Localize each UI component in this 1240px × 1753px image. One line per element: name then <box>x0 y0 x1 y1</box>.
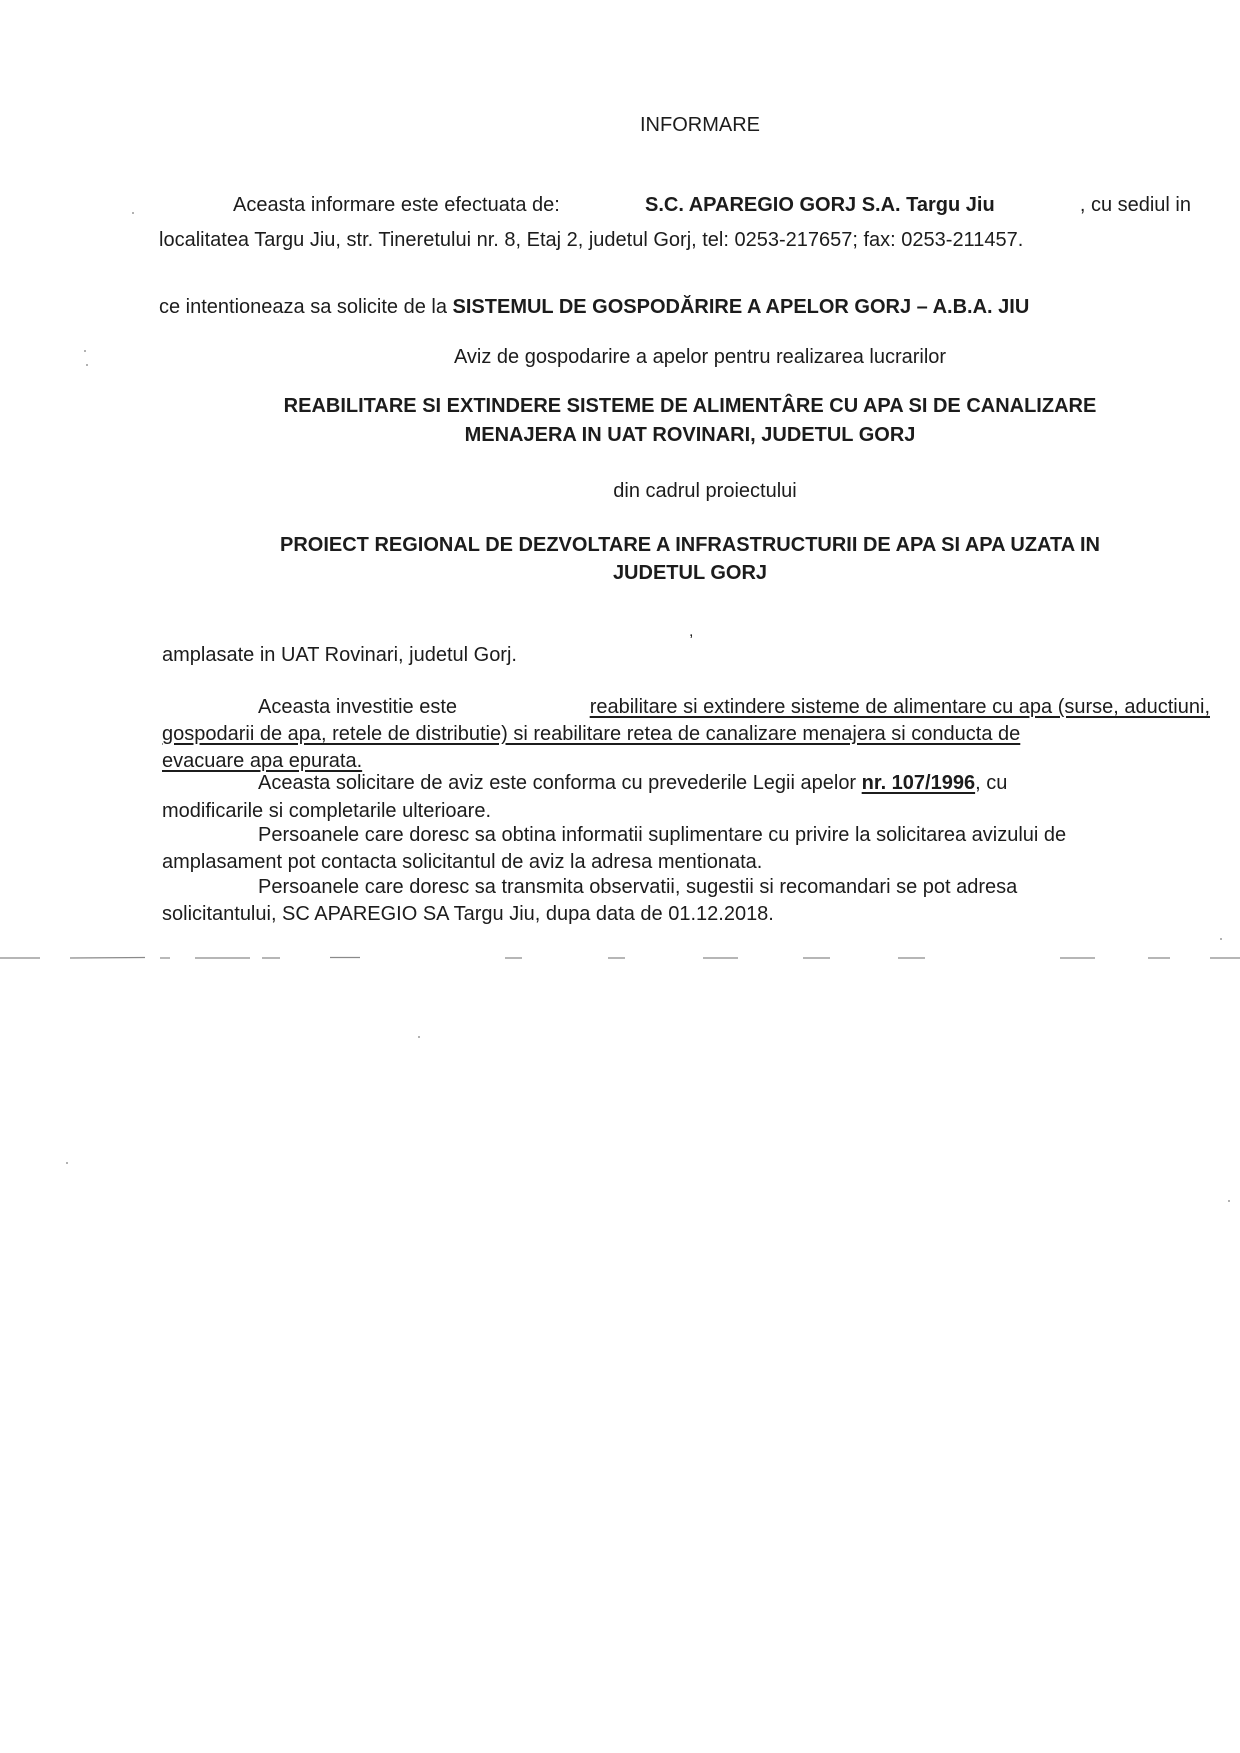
project-title-line-2: JUDETUL GORJ <box>612 562 768 584</box>
law-line-1 <box>258 771 1118 795</box>
info-line-1: Persoanele care doresc sa obtina informatii suplimentare cu privire la solicitarea avizului de <box>258 824 1067 846</box>
document-title: INFORMARE <box>640 114 760 136</box>
intro-line-1-end: , cu sediul in <box>1079 194 1191 216</box>
info-line-2: amplasament pot contacta solicitantul de aviz la adresa mentionata. <box>162 851 763 873</box>
scan-speck <box>66 1162 68 1164</box>
scan-speck <box>132 212 134 214</box>
project-intro: din cadrul proiectului <box>613 480 797 502</box>
request-line <box>159 295 1029 319</box>
law-line-2: modificarile si completarile ulterioare. <box>162 800 492 822</box>
location-line: amplasate in UAT Rovinari, judetul Gorj. <box>162 644 517 666</box>
law-prefix: Aceasta solicitare de aviz este conforma cu prevederile Legii apelor <box>258 772 857 794</box>
scan-speck <box>86 364 88 366</box>
scan-speck <box>1228 1200 1230 1202</box>
intro-line-1-start: Aceasta informare este efectuata de: <box>233 194 560 216</box>
investment-line-3: evacuare apa epurata. <box>162 750 363 772</box>
stray-comma-mark: , <box>689 623 694 640</box>
investment-description-2: gospodarii de apa, retele de distributie) si reabilitare retea de canalizare menajera si conducta de <box>162 723 1021 745</box>
observations-line-1: Persoanele care doresc sa transmita observatii, sugestii si recomandari se pot adresa <box>258 876 1018 898</box>
investment-line-1 <box>258 695 1210 719</box>
law-suffix: , cu <box>975 772 1008 794</box>
intro-line-2: localitatea Targu Jiu, str. Tineretului nr. 8, Etaj 2, judetul Gorj, tel: 0253-217657; fax: 0253-211457. <box>159 229 1024 251</box>
observations-line-2: solicitantului, SC APAREGIO SA Targu Jiu, dupa data de 01.12.2018. <box>162 903 774 925</box>
works-title-line-1: REABILITARE SI EXTINDERE SISTEME DE ALIMENTÂRE CU APA SI DE CANALIZARE <box>283 395 1097 417</box>
authority-name: SISTEMUL DE GOSPODĂRIRE A APELOR GORJ – A.B.A. JIU <box>452 296 1030 318</box>
investment-description-1: reabilitare si extindere sisteme de alimentare cu apa (surse, aductiuni, <box>589 696 1210 718</box>
intro-line-1 <box>233 193 1191 217</box>
scan-divider-line <box>0 955 1240 961</box>
company-name: S.C. APAREGIO GORJ S.A. Targu Jiu <box>645 194 995 216</box>
scan-speck <box>418 1036 420 1038</box>
investment-prefix: Aceasta investitie este <box>258 696 457 718</box>
investment-line-2 <box>162 722 1162 746</box>
project-title-line-1: PROIECT REGIONAL DE DEZVOLTARE A INFRASTRUCTURII DE APA SI APA UZATA IN <box>280 534 1100 556</box>
works-title-line-2: MENAJERA IN UAT ROVINARI, JUDETUL GORJ <box>464 424 916 446</box>
scan-speck <box>84 350 86 352</box>
law-number: nr. 107/1996 <box>861 772 976 794</box>
request-prefix: ce intentioneaza sa solicite de la <box>159 296 447 318</box>
aviz-line: Aviz de gospodarire a apelor pentru realizarea lucrarilor <box>453 346 947 368</box>
scan-speck <box>1220 938 1222 940</box>
